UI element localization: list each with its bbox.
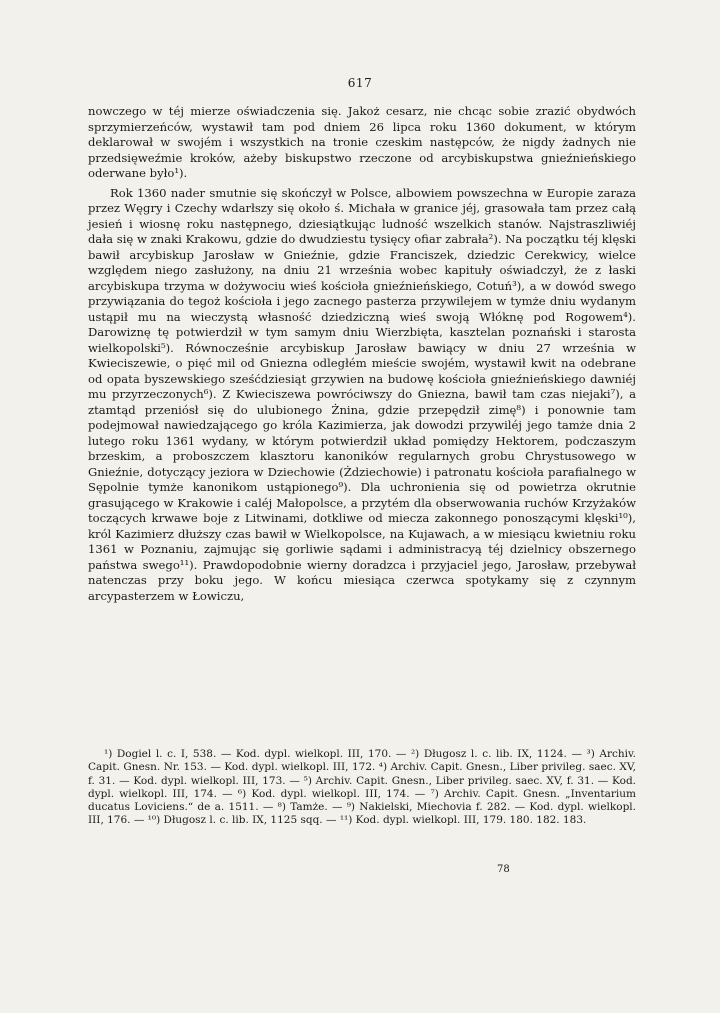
footnotes: ¹) Dogiel l. c. I, 538. — Kod. dypl. wielkopl. III, 170. — ²) Długosz l. c. lib. IX, 1124. — ³) Archiv. Capit. Gnesn. Nr. 153. — Kod. dypl. wielkopl. III, 172. ⁴) Archiv. Capit. Gnesn., Liber privileg. saec. XV, f. 31. — Kod. dypl. wielkopl. III, 173. — ⁵) Archiv. Capit. Gnesn., Liber privileg. saec. XV, f. 31. — Kod. dypl. wielkopl. III, 174. — ⁶) Kod. dypl. wielkopl. III, 174. — ⁷) Archiv. Capit. Gnesn. „Inventarium ducatus Loviciens.“ de a. 1511. — ⁸) Tamże. — ⁹) Nakielski, Miechovia f. 282. — Kod. dypl. wielkopl. III, 176. — ¹⁰) Długosz l. c. lib. IX, 1125 sqq. — ¹¹) Kod. dypl. wielkopl. III, 179. 180. 182. 183. (88, 748, 636, 827)
body-text (88, 104, 636, 604)
paragraph: nowczego w téj mierze oświadczenia się. Jakoż cesarz, nie chcąc sobie zrazić obydwóch sprzymierzeńców, wystawił tam pod dniem 26 lipca roku 1360 dokument, w którym deklarował w swojém i wszystkich na tronie czeskim następców, że nigdy żadnych nie przedsięweźmie kroków, ażeby biskupstwo rzeczone od arcybiskupstwa gnieźnieńskiego oderwane było¹). (88, 104, 636, 180)
page-number: 617 (347, 76, 373, 90)
signature-mark: 78 (497, 864, 510, 875)
paragraph: Rok 1360 nader smutnie się skończył w Polsce, albowiem powszechna w Europie zaraza przez Węgry i Czechy wdarłszy się około ś. Michała w granice jéj, grasowała tam przez całą jesień i wiosnę roku następnego, dziesiątkując ludność wszelkich stanów. Najstraszliwiéj dała się w znaki Krakowu, gdzie do dwudziestu tysięcy ofiar zabrała²). Na początku téj klęski bawił arcybiskup Jarosław w Gnieźnie, gdzie Franciszek, dziedzic Cerekwicy, wielce względem niego zasłużony, na dniu 21 września wobec kapituły oświadczył, że z łaski arcybiskupa trzyma w dożywociu wieś kościoła gnieźnieńskiego, Cotuń³), a w dowód swego przywiązania do tegoż kościoła i jego zacnego pasterza przywilejem w tymże dniu wydanym ustąpił mu na wieczystą własność dziedziczną wieś swoją Włóknę pod Rogowem⁴). Darowiznę tę potwierdził w tym samym dniu Wierzbięta, kasztelan poznański i starosta wielkopolski⁵). Równocześnie arcybiskup Jarosław bawiący w dniu 27 września w Kwieciszewie, o pięć mil od Gniezna odległém mieście swojém, wystawił kwit na odebrane od opata byszewskiego sześćdziesiąt grzywien na budowę kościoła gnieźnieńskiego dawniéj mu przyrzeczonych⁶). Z Kwieciszewa powróciwszy do Gniezna, bawił tam czas niejaki⁷), a ztamtąd przeniósł się do ulubionego Żnina, gdzie przepędził zimę⁸) i ponownie tam podejmował nawiedzającego go króla Kazimierza, jak dowodzi przywiléj jego tamże dnia 2 lutego roku 1361 wydany, w którym potwierdził układ pomiędzy Hektorem, podczaszym brzeskim, a proboszczem klasztoru kanoników regularnych grobu Chrystusowego w Gnieźnie, dotyczący jeziora w Dziechowie (Żdziechowie) i patronatu kościoła parafialnego w Sępolnie tymże kanonikom ustąpionego⁹). Dla uchronienia się od powietrza okrutnie grasującego w Krakowie i caléj Małopolsce, a przytém dla obserwowania ruchów Krzyżaków toczących krwawe boje z Litwinami, dotkliwe od miecza zakonnego ponoszącymi klęski¹⁰), król Kazimierz dłuższy czas bawił w Wielkopolsce, na Kujawach, a w miesiącu kwietniu roku 1361 w Poznaniu, zajmując się gorliwie sądami i administracyą téj dzielnicy obszernego państwa swego¹¹). Prawdopodobnie wierny doradzca i przyjaciel jego, Jarosław, przebywał natenczas przy boku jego. W końcu miesiąca czerwca spotykamy się z czynnym arcypasterzem w Łowiczu, (88, 185, 636, 603)
